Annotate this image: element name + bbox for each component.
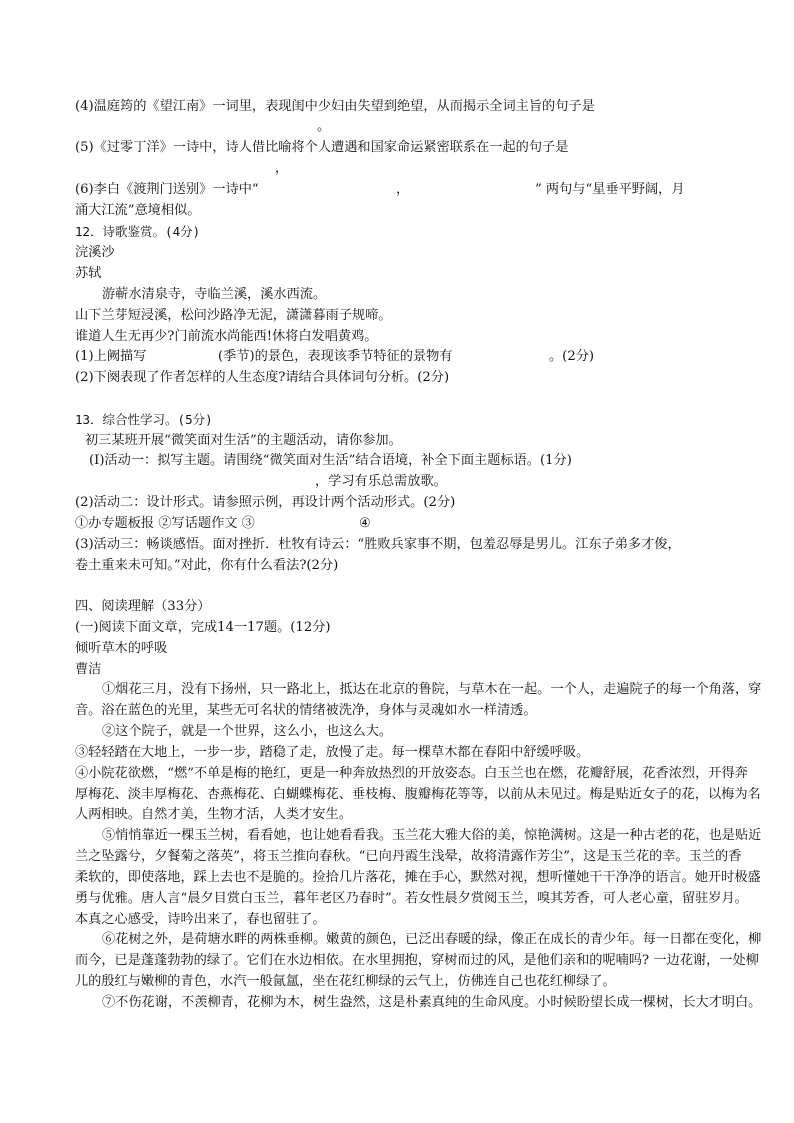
q13-activity-2: (2)活动二：设计形式。请参照示例，再设计两个活动形式。(2分): [75, 495, 456, 510]
q12-sub1-end: 。(2分): [549, 349, 595, 364]
paragraph-3: ③轻轻踏在大地上，一步一步，踏稳了走，放慢了走。每一棵草木都在春阳中舒缓呼吸。: [75, 745, 590, 760]
section-4-subheading: (一)阅读下面文章，完成14一17题。(12分): [75, 620, 331, 635]
q13-heading: 13．综合性学习。(5分): [75, 412, 213, 427]
q11-item-6-comma: ，: [396, 182, 410, 197]
paragraph-5-line-1: ⑤悄悄靠近一棵玉兰树，看看她，也让她看看我。玉兰花大雅大俗的美，惊艳满树。这是一种古老的花，也是贴近: [102, 828, 762, 843]
paragraph-1-line-1: ①烟花三月，没有下扬州，只一路北上，抵达在北京的鲁院，与草木在一起。一个人，走遍院子的每一个角落，穿: [102, 682, 762, 697]
q12-sub1-mid: (季节)的景色，表现该季节特征的景物有: [218, 349, 453, 364]
q11-item-5-end: ，: [275, 161, 289, 176]
q13-activity-1: (I)活动一：拟写主题。请围绕“微笑面对生活”结合语境，补全下面主题标语。(1分): [89, 453, 572, 468]
q11-item-6-cont: 涌大江流”意境相似。: [75, 203, 201, 218]
paragraph-4-line-1: ④小院花欲燃，“燃”不单是梅的艳红，更是一种奔放热烈的开放姿态。白玉兰也在燃，花瓣舒展，花香浓烈，开得奔: [75, 766, 748, 781]
q13-forms: ①办专题板报 ②写话题作文 ③: [75, 516, 255, 531]
paragraph-5-line-5: 本真之心感受，诗吟出来了，春也留驻了。: [75, 912, 326, 927]
poem-preface: 游蕲水清泉寺，寺临兰溪，溪水西流。: [102, 287, 327, 302]
paragraph-5-line-3: 柔软的，即使落地，踩上去也不是脆的。捡拾几片落花，摊在手心，默然对视，想听懂她干干净净的语言。她开时极盛: [75, 870, 761, 885]
q11-item-4: (4)温庭筠的《望江南》一词里，表现闺中少妇由失望到绝望，从而揭示全词主旨的句子是: [75, 99, 595, 114]
poem-title: 浣溪沙: [75, 245, 115, 260]
paragraph-2: ②这个院子，就是一个世界，这么小，也这么大。: [102, 724, 393, 739]
poem-author: 苏轼: [75, 266, 102, 281]
paragraph-6-line-2: 而今，已是蓬蓬勃勃的绿了。它们在水边相依。在水里拥抱，穿树而过的风，是他们亲和的呢喃吗? 一边花谢，一处柳: [75, 953, 759, 968]
paragraph-6-line-3: 儿的殷红与嫩柳的青色，水汽一般氤氲，坐在花红柳绿的云气上，仿佛连自己也花红柳绿了。: [75, 974, 616, 989]
article-author: 曹洁: [75, 662, 102, 677]
q13-activity-3-line-1: (3)活动三：畅谈感悟。面对挫折．杜牧有诗云：“胜败兵家事不期，包羞忍辱是男儿。江东子弟多才俊，: [75, 537, 681, 552]
q12-heading: 12．诗歌鉴赏。(4分): [75, 224, 201, 239]
paragraph-7: ⑦不伤花谢，不羡柳青，花柳为木，树生盎然，这是朴素真纯的生命风度。小时候盼望长成一棵树，长大才明白。: [102, 995, 762, 1010]
paragraph-4-line-3: 人两相映。自然才美，生物才活，人类才安生。: [75, 807, 352, 822]
paragraph-5-line-4: 勇与优雅。唐人言“晨夕目赏白玉兰，暮年老区乃春时”。若女性晨夕赏阅玉兰，嗅其芳香，可人老心童，留驻岁月。: [75, 891, 748, 906]
q11-item-6-end: ” 两句与“星垂平野阔，月: [535, 182, 685, 197]
q11-item-5: (5)《过零丁洋》一诗中，诗人借比喻将个人遭遇和国家命运紧密联系在一起的句子是: [75, 140, 569, 155]
q11-item-4-end: 。: [317, 119, 331, 134]
q13-activity-3-line-2: 卷土重来未可知。”对此，你有什么看法?(2分): [75, 558, 339, 573]
paragraph-5-line-2: 兰之坠露兮，夕餐菊之落英”，将玉兰推向春秋。“已向丹霞生浅晕，故将清露作芳尘”，这是玉兰花的幸。玉兰的香: [75, 849, 742, 864]
q12-sub1-start: (1)上阙描写: [75, 349, 147, 364]
q12-sub2: (2)下阕表现了作者怎样的人生态度?请结合具体词句分析。(2分): [75, 370, 450, 385]
paragraph-1-line-2: 音。浴在蓝色的光里，某些无可名状的情绪被洗净，身体与灵魂如水一样清透。: [75, 703, 537, 718]
paragraph-6-line-1: ⑥花树之外，是荷塘水畔的两株垂柳。嫩黄的颜色，已泛出春暖的绿，像正在成长的青少年。每一日都在变化，柳: [102, 932, 762, 947]
paragraph-4-line-2: 厚梅花、淡丰厚梅花、杏燕梅花、白蝴蝶梅花、垂枝梅、腹瓣梅花等等，以前从未见过。梅是贴近女子的花，以梅为名: [75, 787, 761, 802]
section-4-heading: 四、阅读理解（33分）: [75, 599, 211, 614]
q11-item-6-start: (6)李白《渡荆门送别》一诗中“: [75, 182, 259, 197]
q13-form-4: ④: [359, 516, 371, 531]
poem-line-2: 谁道人生无再少?门前流水尚能西!休将白发唱黄鸡。: [75, 329, 378, 344]
q13-intro: 初三某班开展“微笑面对生活”的主题活动，请你参加。: [85, 433, 402, 448]
article-title: 倾听草木的呼吸: [75, 641, 168, 656]
poem-line-1: 山下兰芽短浸溪，松问沙路净无泥，潇潇暮雨子规啼。: [75, 308, 392, 323]
q13-slogan: ，学习有乐总需放歌。: [315, 474, 447, 489]
